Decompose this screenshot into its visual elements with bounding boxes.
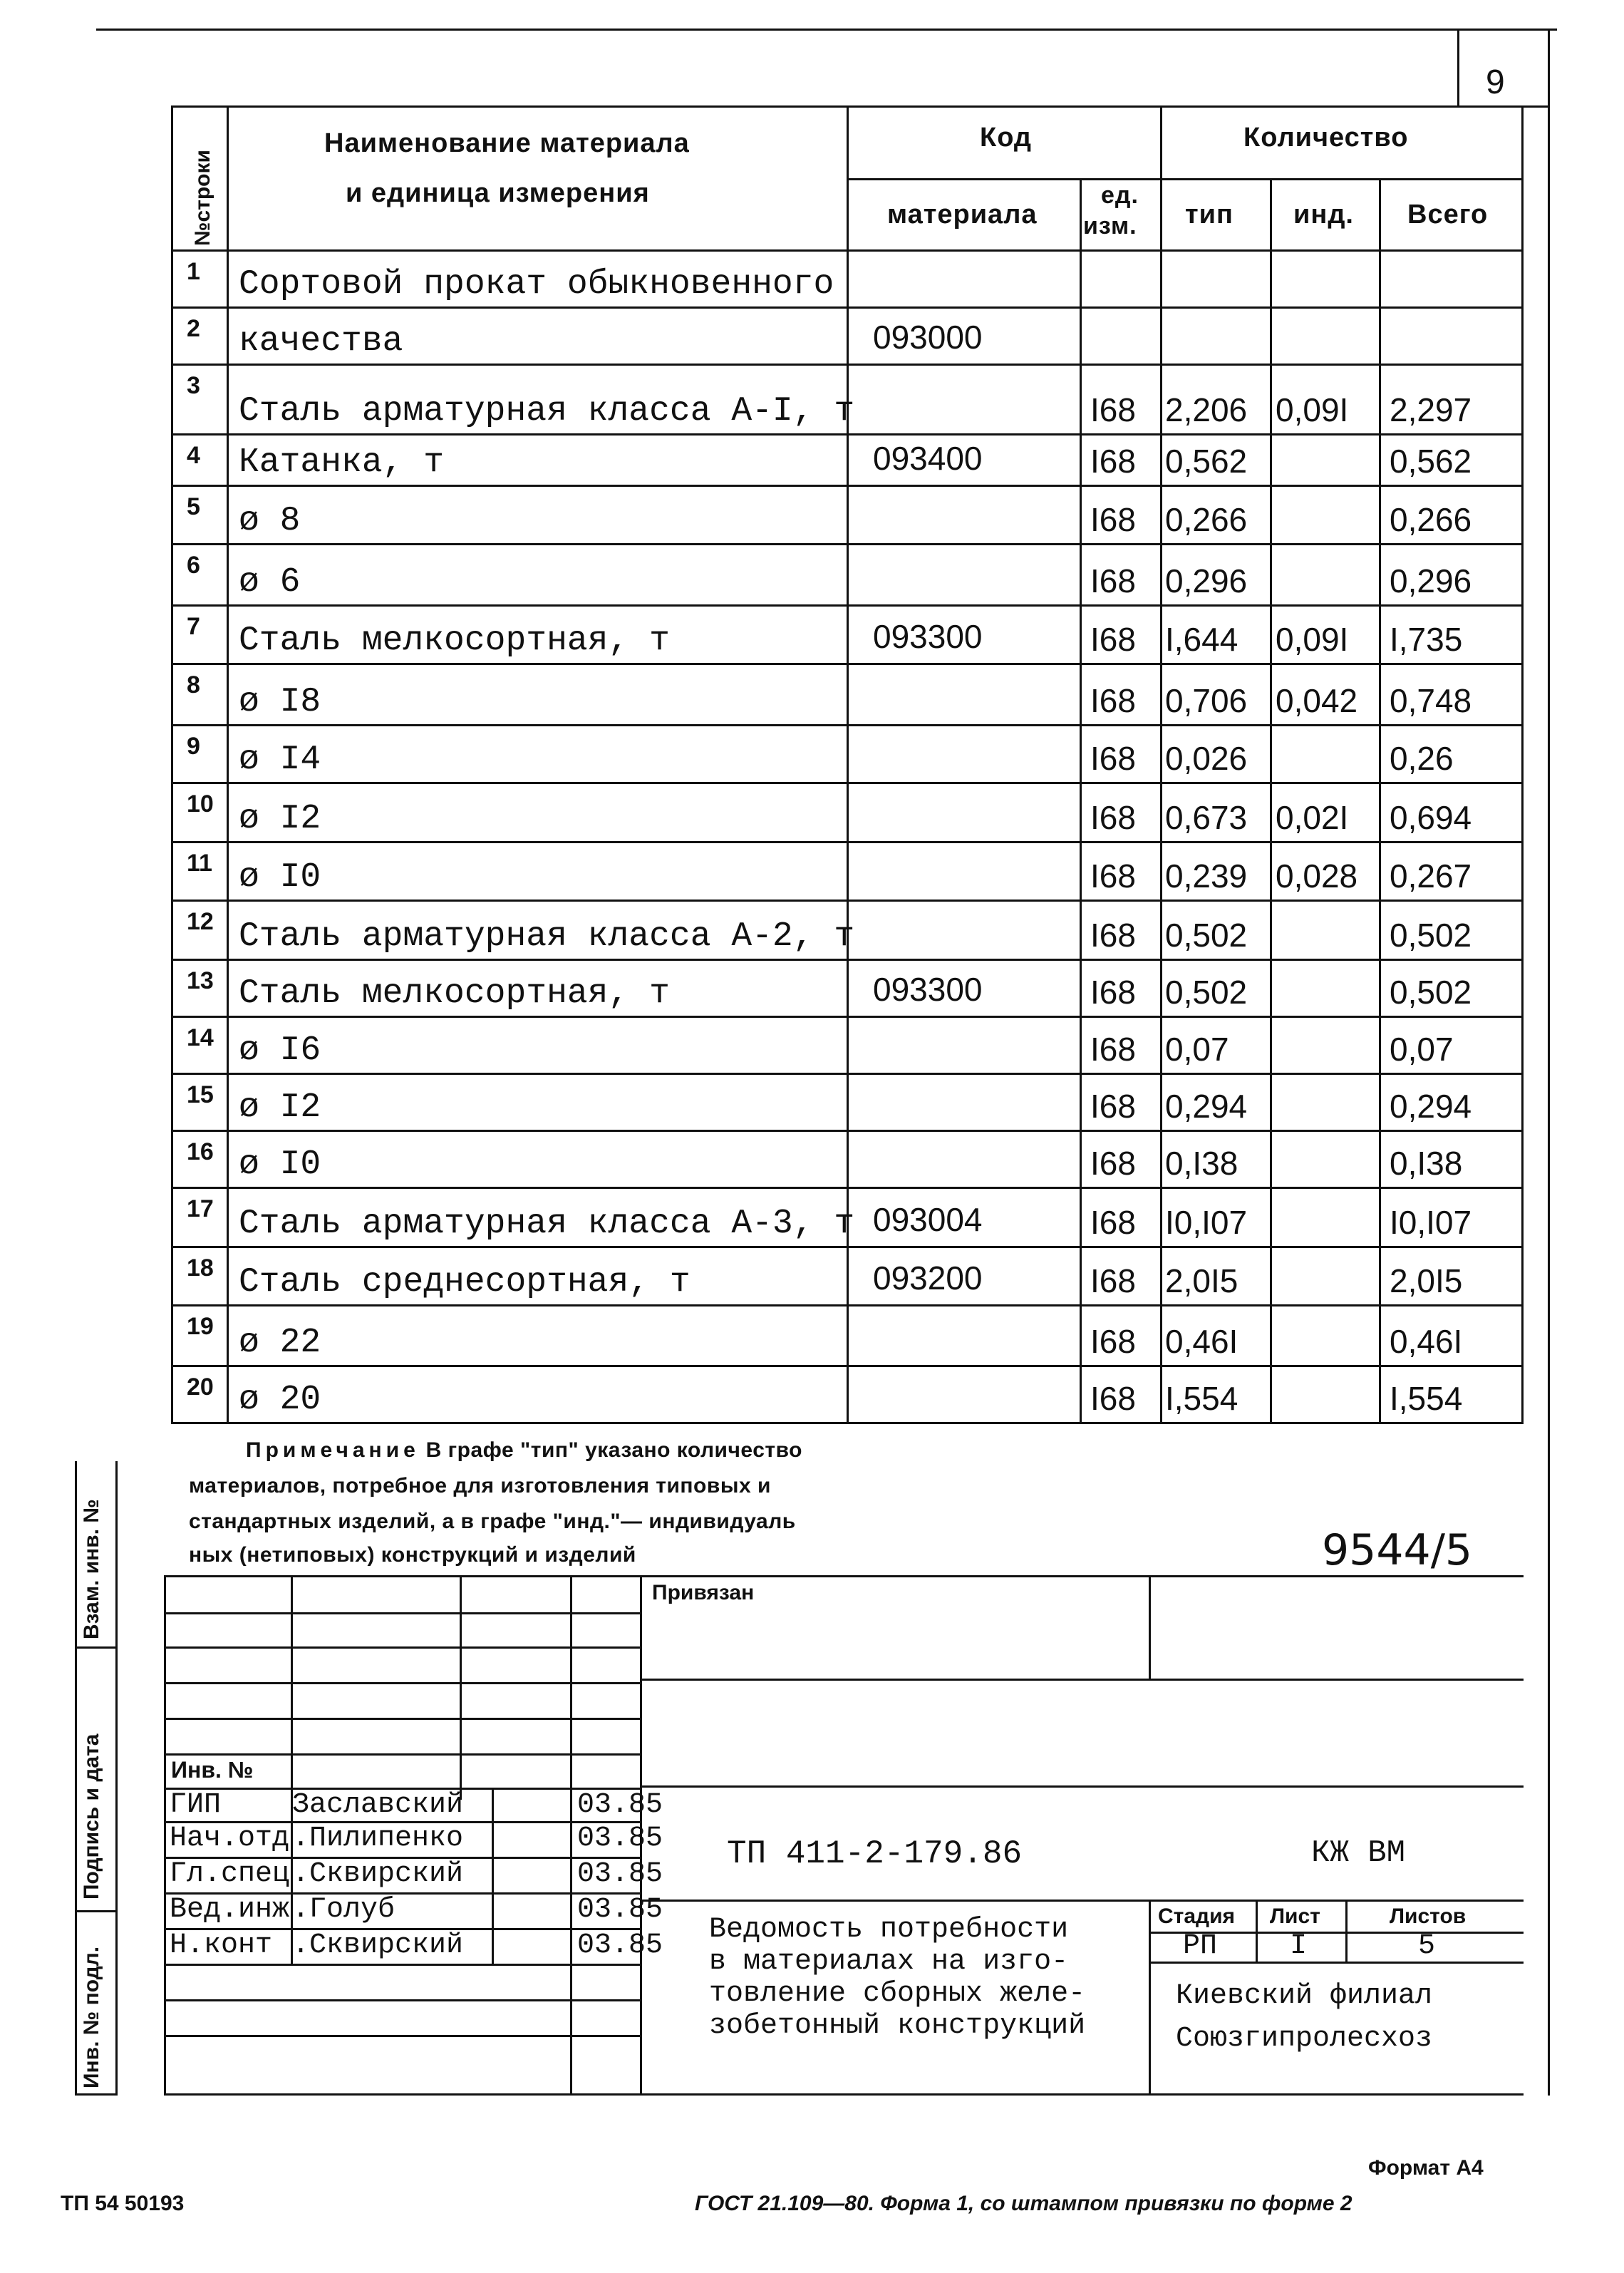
row-divider xyxy=(171,604,1524,607)
row-number: 4 xyxy=(187,442,200,469)
page-number: 9 xyxy=(1486,63,1505,101)
row-name: Катанка, т xyxy=(239,443,445,482)
row-name: ø I4 xyxy=(239,741,321,779)
ind-header: инд. xyxy=(1293,200,1354,230)
row-total: 0,46I xyxy=(1390,1323,1463,1360)
row-code: 093300 xyxy=(873,618,983,655)
row-name: ø I0 xyxy=(239,858,321,897)
row-name: Сталь арматурная класса А-I, т xyxy=(239,392,855,431)
row-divider xyxy=(171,782,1524,784)
row-name: Сталь мелкосортная, т xyxy=(239,622,670,660)
doc-title-line4: зобетонный конструкций xyxy=(709,2010,1086,2042)
row-number: 15 xyxy=(187,1081,214,1108)
row-name: Сортовой прокат обыкновенного xyxy=(239,265,834,304)
row-number: 12 xyxy=(187,908,214,935)
row-total: 0,07 xyxy=(1390,1031,1454,1068)
row-number: 14 xyxy=(187,1024,214,1051)
row-divider xyxy=(171,663,1524,665)
row-total: 0,694 xyxy=(1390,799,1472,836)
row-number: 5 xyxy=(187,493,200,520)
row-divider xyxy=(171,543,1524,545)
row-name: Сталь среднесортная, т xyxy=(239,1263,691,1302)
row-name: ø I2 xyxy=(239,1088,321,1127)
sheets-value: 5 xyxy=(1418,1930,1436,1962)
note-line2: материалов, потребное для изготовления типовых и xyxy=(189,1474,771,1498)
row-unit: I68 xyxy=(1090,1031,1136,1068)
row-unit: I68 xyxy=(1090,857,1136,895)
stage-label: Стадия xyxy=(1158,1905,1236,1928)
signer-date: 03.85 xyxy=(577,1823,663,1855)
row-number: 11 xyxy=(187,850,212,877)
signer-role: Н.конт xyxy=(170,1929,273,1962)
row-ind: 0,028 xyxy=(1276,857,1358,895)
row-divider xyxy=(171,900,1524,902)
side-label-signature-date: Подпись и дата xyxy=(80,1733,103,1900)
signer-date: 03.85 xyxy=(577,1789,663,1821)
row-divider xyxy=(171,1246,1524,1248)
row-total: 0,I38 xyxy=(1390,1145,1463,1182)
row-unit: I68 xyxy=(1090,740,1136,777)
row-type: 0,294 xyxy=(1165,1088,1248,1125)
row-code: 093200 xyxy=(873,1259,983,1297)
signer-role: Вед.инж xyxy=(170,1894,290,1926)
row-number: 10 xyxy=(187,790,214,818)
row-type: 0,I38 xyxy=(1165,1145,1238,1182)
inv-number-label: Инв. № xyxy=(171,1757,254,1783)
row-divider xyxy=(171,364,1524,366)
row-total: 0,502 xyxy=(1390,917,1472,954)
row-divider xyxy=(171,959,1524,961)
row-name: ø 20 xyxy=(239,1381,321,1419)
row-total: I,735 xyxy=(1390,621,1463,658)
row-number: 16 xyxy=(187,1138,214,1165)
note-label: Примечание В графе "тип" указано количество xyxy=(246,1438,802,1462)
row-name: Сталь арматурная класса А-3, т xyxy=(239,1205,855,1243)
row-total: 2,297 xyxy=(1390,391,1472,428)
row-type: I,554 xyxy=(1165,1380,1238,1417)
row-total: 0,294 xyxy=(1390,1088,1472,1125)
row-type: 0,502 xyxy=(1165,917,1248,954)
row-divider xyxy=(171,1304,1524,1306)
signer-name: Заславский xyxy=(292,1789,464,1821)
row-number: 7 xyxy=(187,613,200,640)
row-unit: I68 xyxy=(1090,1145,1136,1182)
signer-role: Нач.отд xyxy=(170,1823,290,1855)
row-divider xyxy=(171,841,1524,843)
name-header-line2: и единица измерения xyxy=(346,178,650,208)
signer-role: Гл.спец xyxy=(170,1858,290,1890)
row-unit: I68 xyxy=(1090,974,1136,1011)
row-divider xyxy=(171,1365,1524,1367)
row-type: 0,266 xyxy=(1165,501,1248,538)
doc-title-line1: Ведомость потребности xyxy=(709,1914,1069,1946)
row-ind: 0,042 xyxy=(1276,682,1358,719)
row-number: 13 xyxy=(187,967,214,994)
signer-date: 03.85 xyxy=(577,1894,663,1926)
row-unit: I68 xyxy=(1090,1262,1136,1299)
row-unit: I68 xyxy=(1090,391,1136,428)
doc-mark: КЖ ВМ xyxy=(1311,1835,1406,1871)
row-unit: I68 xyxy=(1090,501,1136,538)
row-unit: I68 xyxy=(1090,443,1136,480)
row-divider xyxy=(171,724,1524,726)
sheet-label: Лист xyxy=(1270,1905,1320,1928)
row-divider xyxy=(171,485,1524,487)
row-unit: I68 xyxy=(1090,682,1136,719)
unit-header-line2: изм. xyxy=(1083,212,1137,239)
row-name: ø 22 xyxy=(239,1324,321,1362)
footer-left: ТП 54 50193 xyxy=(61,2192,185,2215)
row-divider xyxy=(171,1187,1524,1189)
row-name: ø 6 xyxy=(239,563,301,602)
row-type: 0,46I xyxy=(1165,1323,1238,1360)
row-total: 0,266 xyxy=(1390,501,1472,538)
row-name: Сталь арматурная класса А-2, т xyxy=(239,917,855,956)
row-total: 0,26 xyxy=(1390,740,1454,777)
row-name: ø I0 xyxy=(239,1145,321,1184)
row-type: 0,296 xyxy=(1165,562,1248,599)
row-type: I,644 xyxy=(1165,621,1238,658)
row-type: 0,026 xyxy=(1165,740,1248,777)
row-number: 20 xyxy=(187,1373,214,1401)
row-total: 0,748 xyxy=(1390,682,1472,719)
row-number: 8 xyxy=(187,671,200,699)
note-line3: стандартных изделий, а в графе "инд."— индивидуаль xyxy=(189,1510,796,1533)
row-name: качества xyxy=(239,322,403,361)
row-unit: I68 xyxy=(1090,621,1136,658)
org-line1: Киевский филиал xyxy=(1176,1980,1433,2012)
footer-right: ГОСТ 21.109—80. Форма 1, со штампом привязки по форме 2 xyxy=(695,2192,1353,2215)
row-divider xyxy=(171,1073,1524,1075)
row-unit: I68 xyxy=(1090,1323,1136,1360)
row-type: 0,562 xyxy=(1165,443,1248,480)
row-divider xyxy=(171,1130,1524,1132)
row-type: 2,0I5 xyxy=(1165,1262,1238,1299)
stage-value: РП xyxy=(1183,1930,1218,1962)
format-label: Формат А4 xyxy=(1368,2156,1484,2180)
sheets-label: Листов xyxy=(1390,1905,1467,1928)
signer-name: .Голуб xyxy=(292,1894,395,1926)
material-header: материала xyxy=(887,200,1038,230)
row-type: I0,I07 xyxy=(1165,1204,1248,1241)
row-code: 093000 xyxy=(873,319,983,356)
row-number: 9 xyxy=(187,733,200,760)
row-name: ø I8 xyxy=(239,683,321,721)
row-name: ø I6 xyxy=(239,1031,321,1070)
row-total: 2,0I5 xyxy=(1390,1262,1463,1299)
side-label-replace-inv: Взам. инв. № xyxy=(80,1499,103,1639)
signer-date: 03.85 xyxy=(577,1929,663,1962)
row-total: I0,I07 xyxy=(1390,1204,1472,1241)
row-unit: I68 xyxy=(1090,917,1136,954)
row-type: 0,706 xyxy=(1165,682,1248,719)
sheet-value: I xyxy=(1290,1930,1308,1962)
row-code: 093400 xyxy=(873,440,983,477)
row-type: 0,239 xyxy=(1165,857,1248,895)
row-number: 19 xyxy=(187,1313,214,1340)
row-unit: I68 xyxy=(1090,1380,1136,1417)
row-unit: I68 xyxy=(1090,799,1136,836)
name-header-line1: Наименование материала xyxy=(324,128,690,158)
signer-date: 03.85 xyxy=(577,1858,663,1890)
row-number-header: №строки xyxy=(191,150,214,246)
attached-label: Привязан xyxy=(652,1581,755,1604)
row-name: ø 8 xyxy=(239,502,301,540)
row-type: 0,673 xyxy=(1165,799,1248,836)
code-header: Код xyxy=(980,123,1033,153)
row-number: 2 xyxy=(187,315,200,342)
row-code: 093004 xyxy=(873,1201,983,1238)
row-code: 093300 xyxy=(873,971,983,1008)
row-unit: I68 xyxy=(1090,1204,1136,1241)
row-divider xyxy=(171,433,1524,435)
row-unit: I68 xyxy=(1090,562,1136,599)
signer-name: .Сквирский xyxy=(292,1858,464,1890)
quantity-header: Количество xyxy=(1243,123,1409,153)
row-number: 6 xyxy=(187,552,200,579)
doc-code: ТП 411-2-179.86 xyxy=(727,1835,1023,1872)
row-type: 2,206 xyxy=(1165,391,1248,428)
row-type: 0,502 xyxy=(1165,974,1248,1011)
doc-title-line3: товление сборных желе- xyxy=(709,1978,1086,2010)
row-type: 0,07 xyxy=(1165,1031,1229,1068)
row-divider xyxy=(171,306,1524,309)
row-divider xyxy=(171,1016,1524,1018)
signer-name: .Сквирский xyxy=(292,1929,464,1962)
row-ind: 0,09I xyxy=(1276,391,1349,428)
org-line2: Союзгипролесхоз xyxy=(1176,2023,1433,2055)
row-number: 17 xyxy=(187,1195,214,1222)
row-name: ø I2 xyxy=(239,800,321,838)
row-unit: I68 xyxy=(1090,1088,1136,1125)
row-ind: 0,09I xyxy=(1276,621,1349,658)
row-total: 0,562 xyxy=(1390,443,1472,480)
unit-header-line1: ед. xyxy=(1101,182,1139,209)
row-total: 0,296 xyxy=(1390,562,1472,599)
note-line4: ных (нетиповых) конструкций и изделий xyxy=(189,1543,636,1567)
type-header: тип xyxy=(1185,200,1233,230)
side-label-original-inv: Инв. № подл. xyxy=(80,1946,103,2088)
signer-role: ГИП xyxy=(170,1789,222,1821)
handwritten-code: 9544/5 xyxy=(1322,1525,1473,1575)
row-ind: 0,02I xyxy=(1276,799,1349,836)
row-number: 1 xyxy=(187,258,200,285)
row-name: Сталь мелкосортная, т xyxy=(239,974,670,1013)
row-total: 0,502 xyxy=(1390,974,1472,1011)
row-number: 18 xyxy=(187,1254,214,1282)
signer-name: .Пилипенко xyxy=(292,1823,464,1855)
doc-title-line2: в материалах на изго- xyxy=(709,1946,1069,1978)
row-total: 0,267 xyxy=(1390,857,1472,895)
row-number: 3 xyxy=(187,372,200,399)
total-header: Всего xyxy=(1407,200,1489,230)
row-total: I,554 xyxy=(1390,1380,1463,1417)
